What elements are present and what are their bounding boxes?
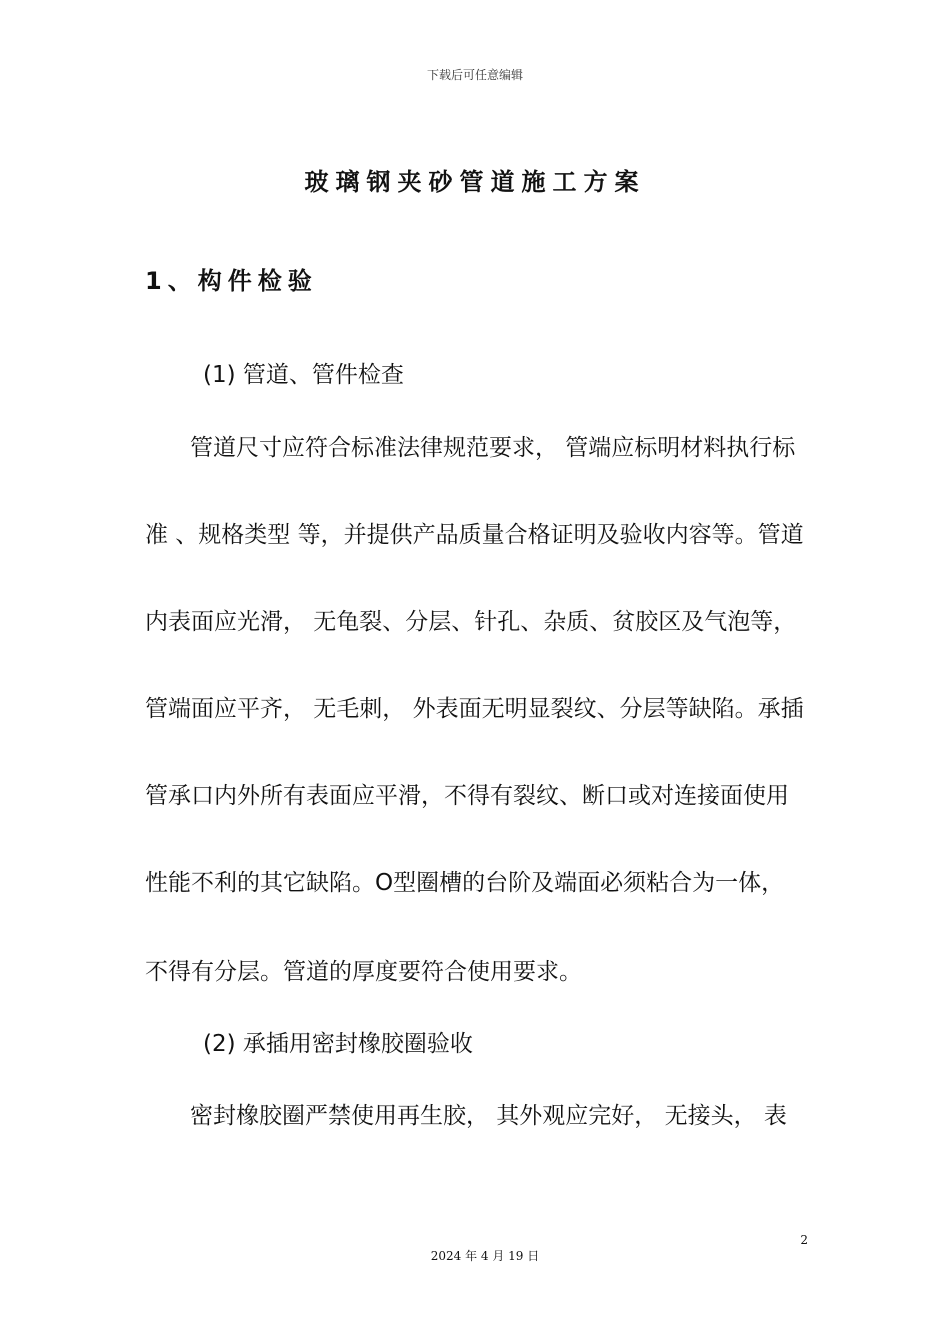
section-heading: 1、构件检验 (145, 267, 318, 295)
document-title: 玻璃钢夹砂管道施工方案 (304, 168, 646, 196)
paragraph-line: 性能不利的其它缺陷。O型圈槽的台阶及端面必须粘合为一体， (145, 870, 785, 896)
paragraph-line: 管道尺寸应符合标准法律规范要求， 管端应标明材料执行标 (190, 435, 796, 461)
paragraph-line: 不得有分层。管道的厚度要符合使用要求。 (145, 959, 582, 985)
page-number: 2 (800, 1233, 808, 1247)
paragraph-line: 密封橡胶圈严禁使用再生胶， 其外观应完好， 无接头， 表 (190, 1103, 787, 1129)
paragraph-line: 内表面应光滑， 无龟裂、分层、针孔、杂质、贫胶区及气泡等， (145, 609, 797, 635)
paragraph-line: 管端面应平齐， 无毛刺， 外表面无明显裂纹、分层等缺陷。承插 (145, 696, 804, 722)
paragraph-line: 管承口内外所有表面应平滑，不得有裂纹、断口或对连接面使用 (145, 783, 789, 809)
subsection-heading-pipe-inspection: (1) 管道、管件检查 (203, 362, 404, 388)
footer-date: 2024 年 4 月 19 日 (430, 1249, 540, 1263)
subsection-heading-rubber-ring-acceptance: (2) 承插用密封橡胶圈验收 (203, 1031, 473, 1057)
paragraph-line: 准 、规格类型 等，并提供产品质量合格证明及验收内容等。管道 (145, 522, 804, 548)
header-note: 下载后可任意编辑 (426, 68, 523, 82)
